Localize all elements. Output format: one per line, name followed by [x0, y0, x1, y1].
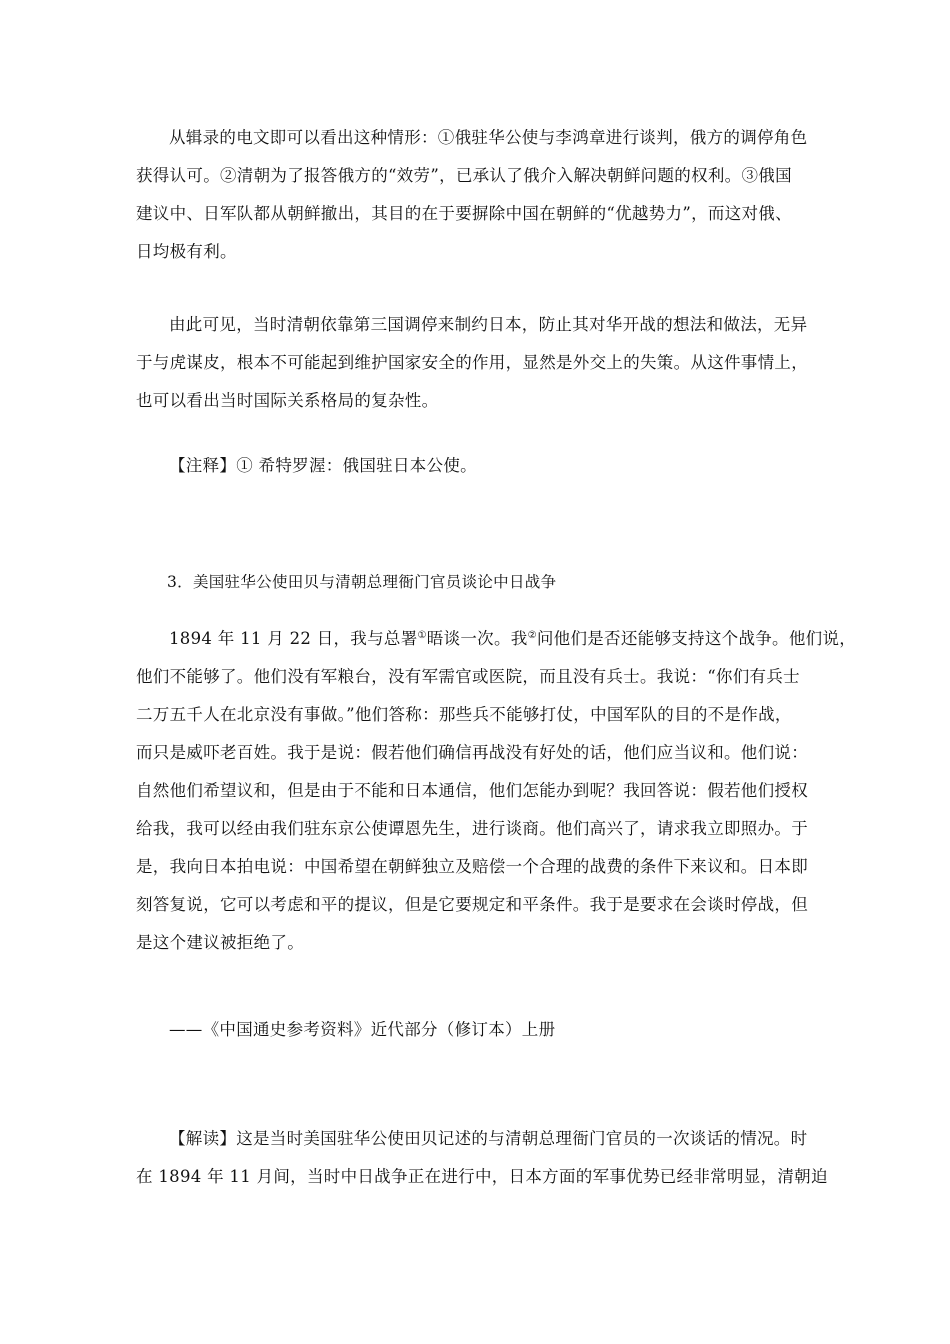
annotation-note [136, 447, 820, 485]
text-segment: 1894 年 11 月 22 日，我与总署 [169, 629, 418, 648]
source-citation [136, 1011, 820, 1049]
paragraph-line: 由此可见，当时清朝依靠第三国调停来制约日本，防止其对华开战的想法和做法，无异 [169, 315, 808, 334]
section-heading-text: 3．美国驻华公使田贝与清朝总理衙门官员谈论中日战争 [167, 573, 557, 591]
note-text: 【注释】① 希特罗渥：俄国驻日本公使。 [169, 456, 477, 475]
paragraph-line: 也可以看出当时国际关系格局的复杂性。 [136, 391, 439, 410]
paragraph-line: 在 1894 年 11 月间，当时中日战争正在进行中，日本方面的军事优势已经非常明显，清朝迫 [136, 1167, 828, 1186]
paragraph-line: 建议中、日军队都从朝鲜撤出，其目的在于要摒除中国在朝鲜的“优越势力”，而这对俄、 [136, 204, 792, 223]
paragraph-line: 于与虎谋皮，根本不可能起到维护国家安全的作用，显然是外交上的失策。从这件事情上， [136, 353, 808, 372]
paragraph-line: 二万五千人在北京没有事做。”他们答称：那些兵不能够打仗，中国军队的目的不是作战， [136, 705, 792, 724]
paragraph-line: 日均极有利。 [136, 242, 237, 261]
paragraph-line: 是这个建议被拒绝了。 [136, 933, 304, 952]
paragraph-line: 他们不能够了。他们没有军粮台，没有军需官或医院，而且没有兵士。我说：“你们有兵士 [136, 667, 800, 686]
text-segment: 问他们是否还能够支持这个战争。他们说， [536, 629, 857, 648]
text-segment: 晤谈一次。我 [426, 629, 528, 648]
paragraph-tianbei-account [136, 620, 857, 962]
footnote-marker: ① [417, 630, 427, 641]
paragraph-line: 从辑录的电文即可以看出这种情形：①俄驻华公使与李鸿章进行谈判，俄方的调停角色 [169, 128, 808, 147]
paragraph-interpretation [136, 1120, 828, 1196]
paragraph-telegram-analysis [136, 119, 820, 271]
paragraph-conclusion [136, 306, 820, 420]
paragraph-line: 获得认可。②清朝为了报答俄方的“效劳”，已承认了俄介入解决朝鲜问题的权利。③俄国 [136, 166, 792, 185]
paragraph-line: 【解读】这是当时美国驻华公使田贝记述的与清朝总理衙门官员的一次谈话的情况。时 [169, 1129, 808, 1148]
footnote-marker: ② [527, 630, 537, 641]
section-heading [136, 563, 820, 601]
source-citation-text: ——《中国通史参考资料》近代部分（修订本）上册 [169, 1020, 556, 1039]
paragraph-line: 刻答复说，它可以考虑和平的提议，但是它要规定和平条件。我于是要求在会谈时停战，但 [136, 895, 808, 914]
paragraph-line: 是，我向日本拍电说：中国希望在朝鲜独立及赔偿一个合理的战费的条件下来议和。日本即 [136, 857, 808, 876]
paragraph-line [136, 620, 857, 658]
paragraph-line: 而只是威吓老百姓。我于是说：假若他们确信再战没有好处的话，他们应当议和。他们说： [136, 743, 808, 762]
paragraph-line: 自然他们希望议和，但是由于不能和日本通信，他们怎能办到呢？我回答说：假若他们授权 [136, 781, 808, 800]
paragraph-line: 给我，我可以经由我们驻东京公使谭恩先生，进行谈商。他们高兴了，请求我立即照办。于 [136, 819, 808, 838]
